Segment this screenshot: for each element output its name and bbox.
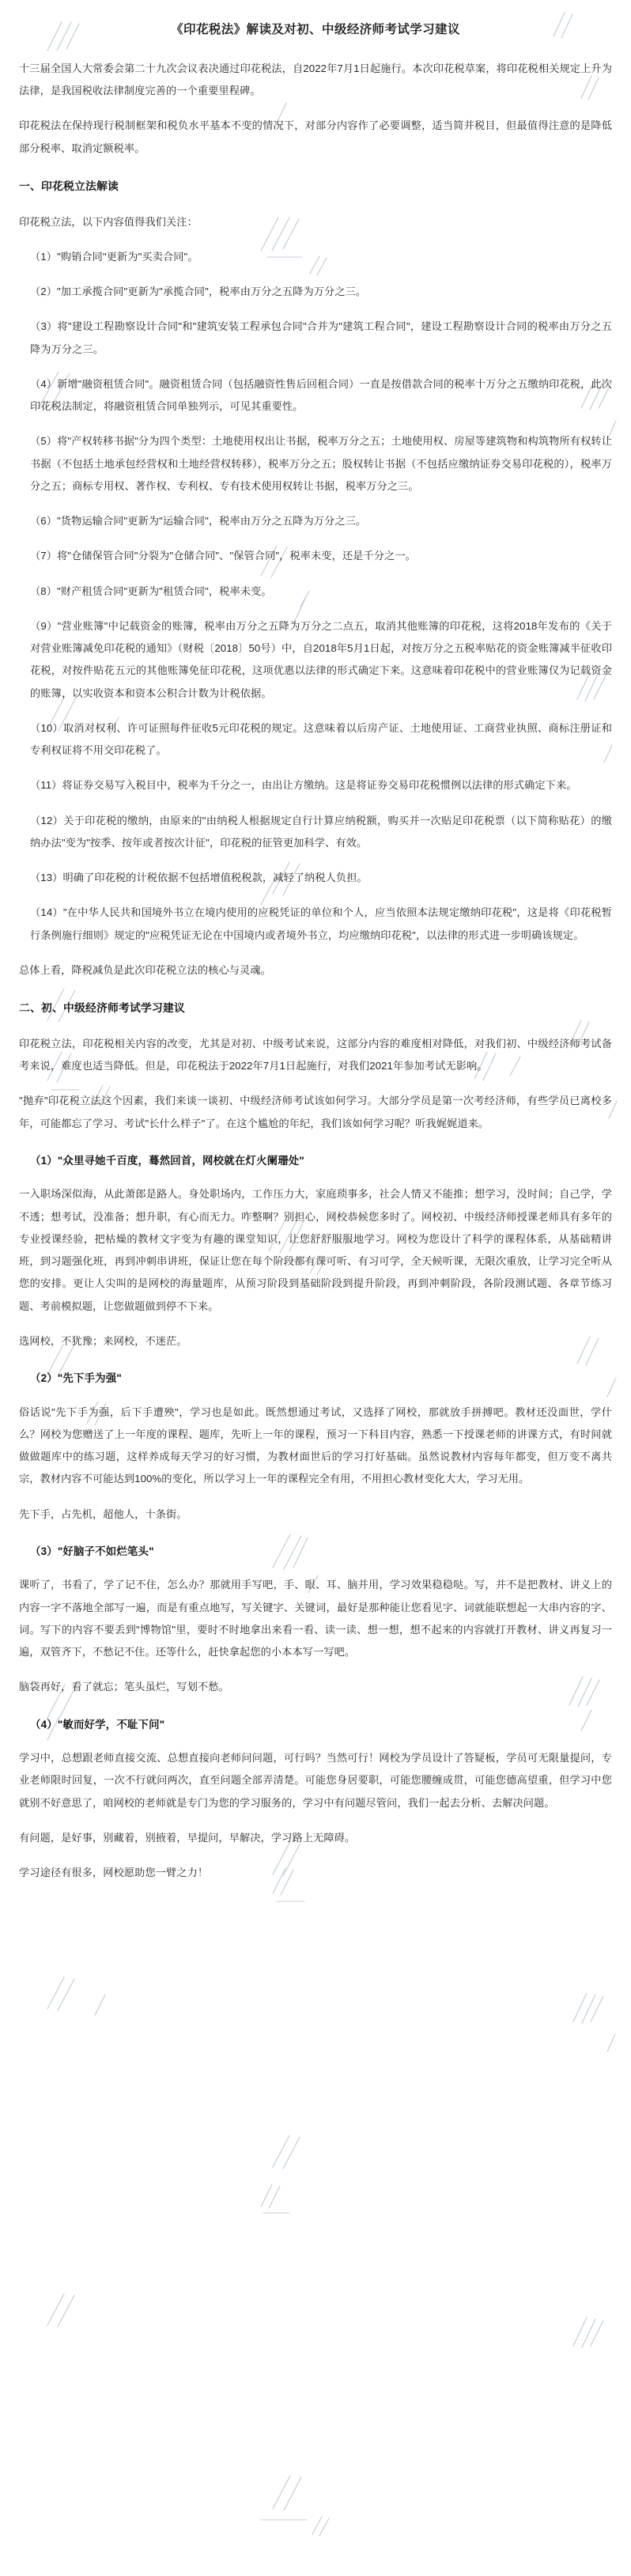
list-item: （8）"财产租赁合同"更新为"租赁合同"，税率未变。 (30, 584, 272, 597)
subsection-2-paragraph-2: 先下手，占先机，超他人，十条街。 (19, 1507, 187, 1520)
list-item: （14）"在中华人民共和国境外书立在境内使用的应税凭证的单位和个人，应当依照本法规定缴纳印花税"，这是将《印花税暂行条例施行细则》规定的"应税凭证无论在中国境内或者境外书立，均应缴纳印花税"，以法律的形式进一步明确该规定。 (30, 906, 612, 941)
subsection-4-paragraph-3: 学习途径有很多，网校愿助您一臂之力！ (19, 1867, 209, 1879)
list-item: （7）将"仓储保管合同"分裂为"仓储合同"、"保管合同"，税率未变，还是千分之一。 (30, 550, 416, 562)
intro-paragraph-1: 十三届全国人大常委会第二十九次会议表决通过印花税法，自2022年7月1日起施行。本次印花税草案，将印花税相关规定上升为法律，是我国税收法律制度完善的一个重要里程碑。 (19, 62, 612, 97)
list-item: （12）关于印花税的缴纳，由原来的"由纳税人根据规定自行计算应纳税额，购买并一次贴足印花税票（以下简称贴花）的缴纳办法"变为"按季、按年或者按次计征"，印花税的征管更加科学、有效。 (30, 814, 612, 849)
subsection-heading-2: （2）"先下手为强" (30, 1372, 122, 1385)
subsection-2-paragraph-1: 俗话说"先下手为强，后下手遭殃"，学习也是如此。既然想通过考试，又选择了网校，那就放手拼搏吧。教材还没面世，学什么？网校为您赠送了上一年度的课程、题库，先听上一年的课程，预习一下科目内容，熟悉一下授课老师的讲课方式，有时间就做做题库中的练习题，这样养成每天学习的好习惯，为教材面世后的学习打好基础。虽然说教材内容每年都变，但万变不离共宗，教材内容不可能达到100%的变化，所以学习上一年的课程完全有用，不用担心教材变化大大，学习无用。 (19, 1405, 612, 1485)
list-item: （11）将证券交易写入税目中，税率为千分之一，由出让方缴纳。这是将证券交易印花税惯例以法律的形式确定下来。 (30, 779, 577, 792)
subsection-heading-1: （1）"众里寻她千百度，蓦然回首，网校就在灯火阑珊处" (30, 1154, 304, 1167)
list-item: （2）"加工承揽合同"更新为"承揽合同"，税率由万分之五降为万分之三。 (30, 286, 367, 298)
subsection-1-paragraph-2: 选网校，不犹豫；来网校，不迷茫。 (19, 1334, 187, 1347)
section-heading-2: 二、初、中级经济师考试学习建议 (19, 1002, 185, 1015)
page-title: 《印花税法》解读及对初、中级经济师考试学习建议 (171, 23, 460, 36)
list-item: （1）"购销合同"更新为"买卖合同"。 (30, 250, 198, 263)
subsection-4-paragraph-2: 有问题，是好事，别藏着，别掖着，早提问，早解决，学习路上无障碍。 (19, 1831, 356, 1844)
section-heading-1: 一、印花税立法解读 (19, 180, 119, 192)
subsection-3-paragraph-2: 脑袋再好，看了就忘；笔头虽烂，写划不愁。 (19, 1681, 229, 1693)
list-item: （4）新增"融资租赁合同"。融资租赁合同（包括融资性售后回租合同）一直是按借款合同的税率十万分之五缴纳印花税，此次印花税法制定，将融资租赁合同单独列示，可见其重要性。 (30, 377, 612, 413)
section1-conclusion: 总体上看，降税减负是此次印花税立法的核心与灵魂。 (19, 963, 271, 976)
subsection-1-paragraph-1: 一入职场深似海，从此萧郎是路人。身处职场内，工作压力大，家庭琐事多，社会人情又不能推；想学习，没时间；自己学，学不透；想考试，没准备；想升职，有心而无力。咋整啊？别担心，网校恭候您多时了。网校初、中级经济师授课老师具有多年的专业授课经验，把枯燥的教材文字变为有趣的课堂知识，让您舒舒服服地学习。网校为您设计了科学的课程体系，从基础精讲班，到习题强化班，再到冲刺串讲班，保证让您在每个阶段都有课可听、有习可学，全天候听课，无限次重放，让学习完全听从您的安排。更让人尖叫的是网校的海量题库，从预习阶段到基础阶段到提升阶段，再到冲刺阶段，各阶段测试题、各章节练习题、考前模拟题，让您做题做到停不下来。 (19, 1188, 612, 1312)
subsection-4-paragraph-1: 学习中，总想跟老师直接交流、总想直接向老师问问题，可行吗？当然可行！网校为学员设计了答疑板，学员可无限量提问，专业老师限时回复，一次不行就问两次，直至问题全部弄清楚。可能您身居要职，可能您腰缠成贯，可能您德高望重，但学习中您就别不好意思了，咱网校的老师就是专门为您的学习服务的，学习中有问题尽管问，我们一起去分析、去解决问题。 (19, 1752, 612, 1809)
subsection-heading-3: （3）"好脑子不如烂笔头" (30, 1545, 154, 1557)
subsection-3-paragraph-1: 课听了，书看了，学了记不住，怎么办？那就用手写吧，手、眼、耳、脑并用，学习效果稳稳哒。写，并不是把教材、讲义上的内容一字不落地全部写一遍，而是有重点地写，写关键字、关键词，最好是那种能让您看见字、词就能联想起一大串内容的字、词。写下的内容不要丢到"博物馆"里，要时不时地拿出来看一看、读一读、想一想，想不起来的内容就打开教材、讲义再复习一遍，双管齐下，不愁记不住。还等什么，赶快拿起您的小本本写一写吧。 (19, 1579, 612, 1659)
section2-intro-2: "抛弃"印花税立法这个因素，我们来谈一谈初、中级经济师考试该如何学习。大部分学员是第一次考经济师，有些学员已离校多年，可能都忘了学习、考试"长什么样子"了。在这个尴尬的年纪，我们该如何学习呢？听我娓娓道来。 (19, 1095, 612, 1129)
list-item: （9）"营业账簿"中记载资金的账簿，税率由万分之五降为万分之二点五，取消其他账簿的印花税，这将2018年发布的《关于对营业账簿减免印花税的通知》（财税〔2018〕50号）中，自2018年5月1日起，对按万分之五税率贴花的资金账簿减半征收印花税，对按件贴花五元的其他账簿免征印花税，这项优惠以法律的形式确定下来。这意味着印花税中的营业账簿仅为记载资金的账簿，以实收资本和资本公积合计数为计税依据。 (30, 619, 612, 699)
section1-lead: 印花税立法，以下内容值得我们关注： (19, 215, 198, 228)
intro-paragraph-2: 印花税法在保持现行税制框架和税负水平基本不变的情况下，对部分内容作了必要调整，适当简并税目，但最值得注意的是降低部分税率、取消定额税率。 (19, 119, 612, 154)
list-item: （13）明确了印花税的计税依据不包括增值税税款，减轻了纳税人负担。 (30, 872, 368, 884)
section2-intro-1: 印花税立法，印花税相关内容的改变，尤其是对初、中级考试来说，这部分内容的难度相对降低，对我们初、中级经济师考试备考来说，难度也适当降低。但是，印花税法于2022年7月1日起施行，对我们2021年参加考试无影响。 (19, 1037, 612, 1072)
list-item: （10）取消对权利、许可证照每件征收5元印花税的规定。这意味着以后房产证、土地使用证、工商营业执照、商标注册证和专利权证将不用交印花税了。 (30, 721, 612, 757)
list-item: （3）将"建设工程勘察设计合同"和"建筑安装工程承包合同"合并为"建筑工程合同"，建设工程勘察设计合同的税率由万分之五降为万分之三。 (30, 320, 612, 355)
subsection-heading-4: （4）"敏而好学，不耻下问" (30, 1718, 165, 1731)
list-item: （6）"货物运输合同"更新为"运输合同"，税率由万分之五降为万分之三。 (30, 515, 367, 528)
list-item: （5）将"产权转移书据"分为四个类型：土地使用权出让书据，税率万分之五；土地使用权、房屋等建筑物和构筑物所有权转让书据（不包括土地承包经营权和土地经营权转移），税率万分之五；股权转让书据（不包括应缴纳证券交易印花税的），税率万分之五；商标专用权、著作权、专利权、专有技术使用权转让书据，税率万分之三。 (30, 435, 612, 492)
